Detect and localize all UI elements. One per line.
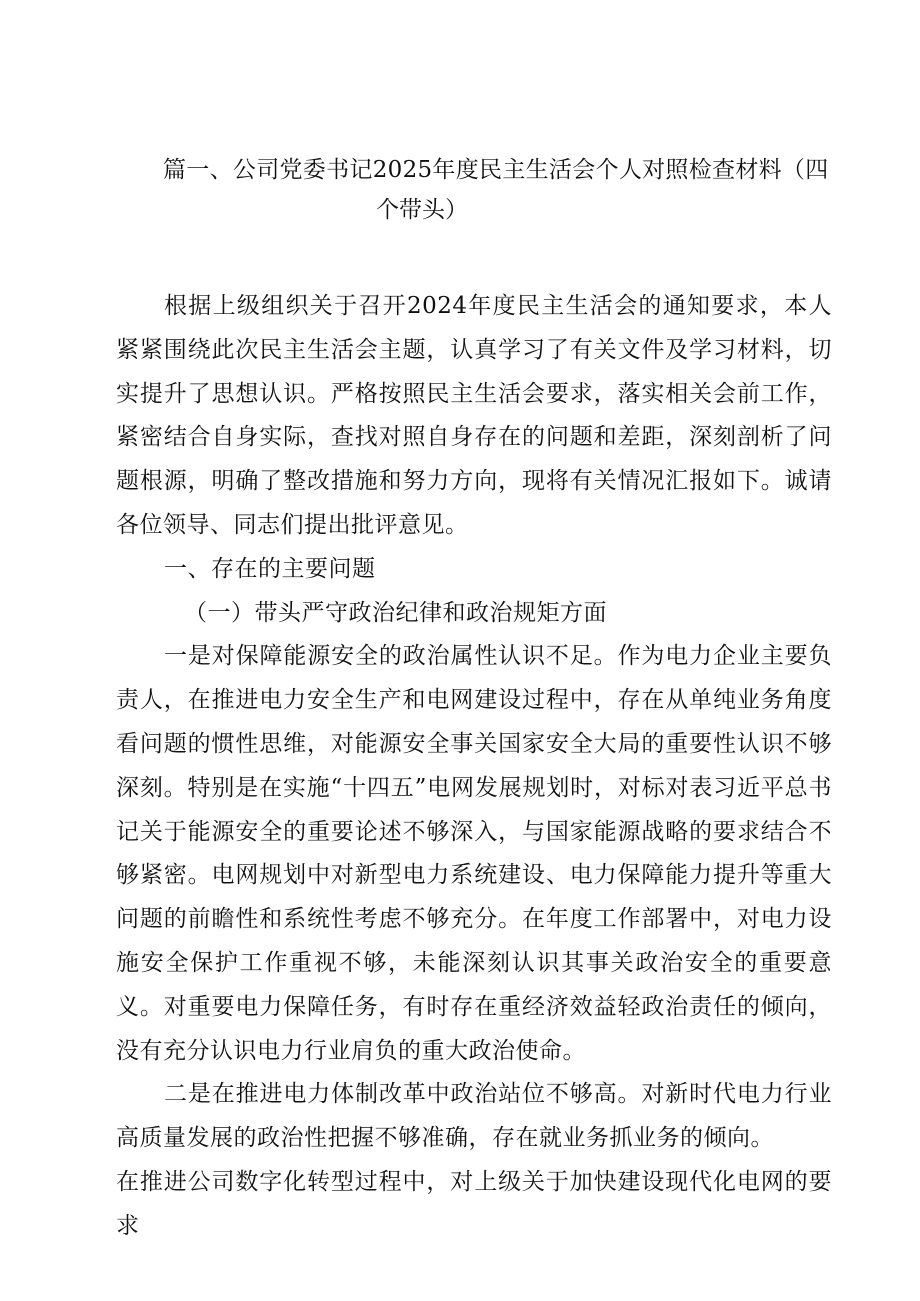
body-paragraph: 一是对保障能源安全的政治属性认识不足。作为电力企业主要负责人，在推进电力安全生产和电网建设过程中，存在从单纯业务角度看问题的惯性思维，对能源安全事关国家安全大局的重要性认识不够深刻。特别是在实施“十四五”电网发展规划时，对标对表习近平总书记关于能源安全的重要论述不够深入，与国家能源战略的要求结合不够紧密。电网规划中对新型电力系统建设、电力保障能力提升等重大问题的前瞻性和系统性考虑不够充分。在年度工作部署中，对电力设施安全保护工作重视不够，未能深刻认识其事关政治安全的重要意义。对重要电力保障任务，有时存在重经济效益轻政治责任的倾向，没有充分认识电力行业肩负的重大政治使命。	[116, 643, 832, 1064]
body-paragraph-continued: 在推进公司数字化转型过程中，对上级关于加快建设现代化电网的要求	[116, 1168, 832, 1239]
intro-paragraph: 根据上级组织关于召开2024年度民主生活会的通知要求，本人紧紧围绕此次民主生活会主题，认真学习了有关文件及学习材料，切实提升了思想认识。严格按照民主生活会要求，落实相关会前工作，紧密结合自身实际，查找对照自身存在的问题和差距，深刻剖析了问题根源，明确了整改措施和努力方向，现将有关情况汇报如下。诚请各位领导、同志们提出批评意见。	[116, 293, 832, 538]
section-heading: 一、存在的主要问题	[164, 555, 376, 582]
title-line-2: 个带头）	[376, 197, 468, 223]
document-title	[163, 150, 829, 230]
body-paragraph: 二是在推进电力体制改革中政治站位不够高。对新时代电力行业高质量发展的政治性把握不够准确，存在就业务抓业务的倾向。	[116, 1081, 832, 1152]
subsection-heading: （一）带头严守政治纪律和政治规矩方面	[184, 599, 607, 626]
title-line-1: 篇一、公司党委书记2025年度民主生活会个人对照检查材料（四	[163, 157, 829, 183]
document-body	[116, 285, 832, 1249]
